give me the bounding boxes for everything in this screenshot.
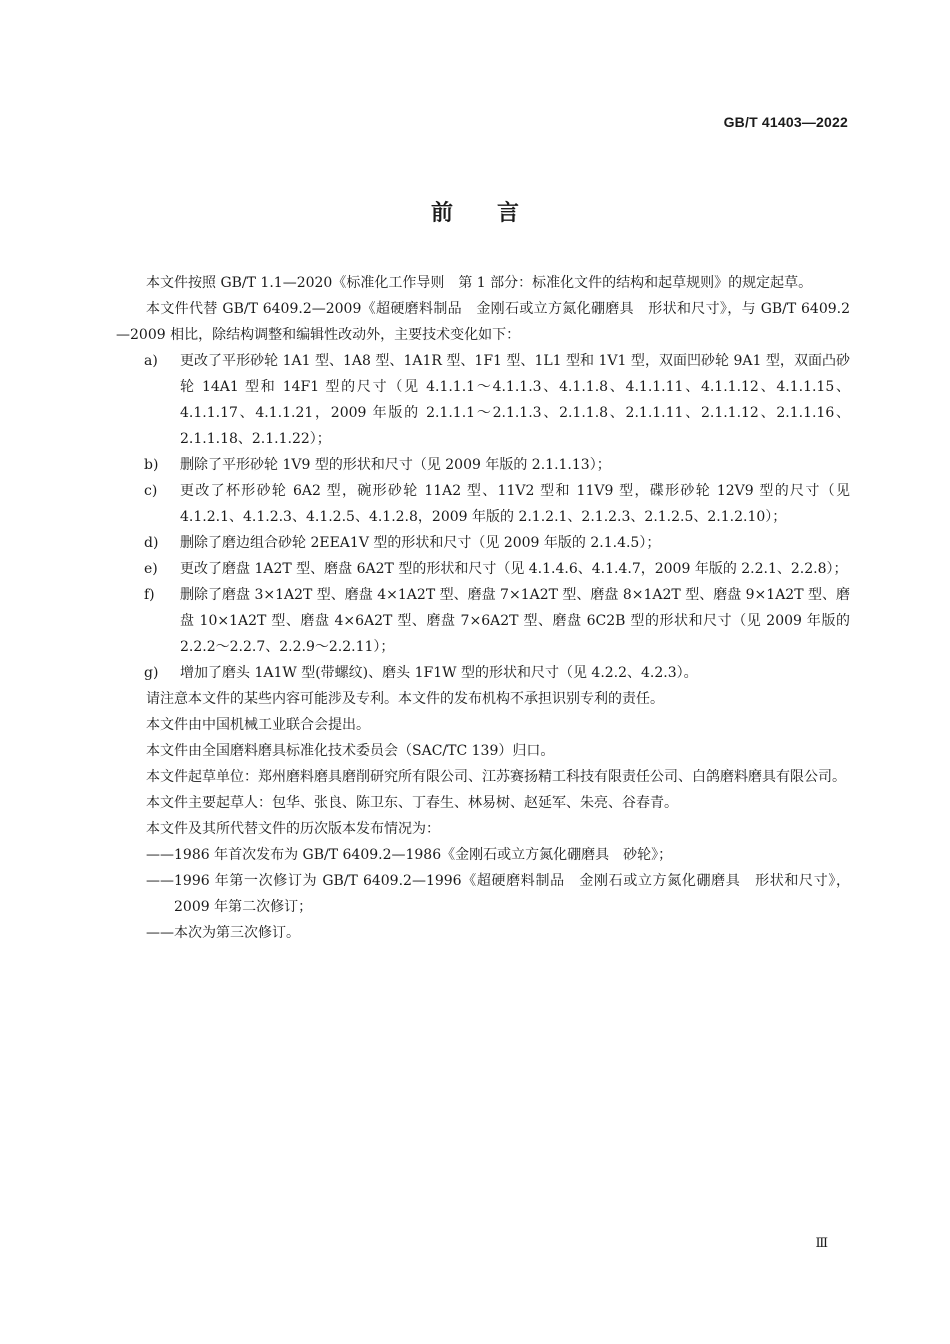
list-marker: g) [144,665,159,681]
list-item [144,348,850,452]
list-item-text: 更改了平形砂轮 1A1 型、1A8 型、1A1R 型、1F1 型、1L1 型和 1V1 型，双面凹砂轮 9A1 型，双面凸砂轮 14A1 型和 14F1 型的尺寸（见 4.1.1.1～4.1.1.3、4.1.1.8、4.1.1.11、4.1.1.12、4.1.1.15、4.1.1.17、4.1.1.21，2009 年版的 2.1.1.1～2.1.1.3、2.1.1.8、2.1.1.11、2.1.1.12、2.1.1.16、2.1.1.18、2.1.1.22）； [180,353,850,447]
history-item: ——1996 年第一次修订为 GB/T 6409.2—1996《超硬磨料制品 金刚石或立方氮化硼磨具 形状和尺寸》，2009 年第二次修订； [146,873,850,915]
list-marker: e) [144,561,158,577]
paragraph-patent-notice: 请注意本文件的某些内容可能涉及专利。本文件的发布机构不承担识别专利的责任。 [146,691,664,707]
paragraph-history-intro: 本文件及其所代替文件的历次版本发布情况为： [146,821,440,837]
list-item [144,452,850,478]
list-item-text: 删除了平形砂轮 1V9 型的形状和尺寸（见 2009 年版的 2.1.1.13）； [180,457,611,473]
paragraph-drafting-rule: 本文件按照 GB/T 1.1—2020《标准化工作导则 第 1 部分：标准化文件的结构和起草规则》的规定起草。 [146,275,813,291]
list-item [144,556,850,582]
history-item: ——1986 年首次发布为 GB/T 6409.2—1986《金刚石或立方氮化硼磨具 砂轮》； [146,847,673,863]
list-marker: d) [144,535,159,551]
list-item-text: 更改了磨盘 1A2T 型、磨盘 6A2T 型的形状和尺寸（见 4.1.4.6、4.1.4.7，2009 年版的 2.2.1、2.2.8）； [180,561,848,577]
paragraph-replacement: 本文件代替 GB/T 6409.2—2009《超硬磨料制品 金刚石或立方氮化硼磨具 形状和尺寸》，与 GB/T 6409.2—2009 相比，除结构调整和编辑性改动外，主要技术变化如下： [116,301,850,343]
paragraph-drafters: 本文件主要起草人：包华、张良、陈卫东、丁春生、林易树、赵延军、朱亮、谷春青。 [146,795,678,811]
list-item-text: 删除了磨盘 3×1A2T 型、磨盘 4×1A2T 型、磨盘 7×1A2T 型、磨盘 8×1A2T 型、磨盘 9×1A2T 型、磨盘 10×1A2T 型、磨盘 4×6A2T 型、磨盘 7×6A2T 型、磨盘 6C2B 型的形状和尺寸（见 2009 年版的 2.2.2～2.2.7、2.2.9～2.2.11）； [180,587,851,655]
paragraph-proposer: 本文件由中国机械工业联合会提出。 [146,717,370,733]
list-marker: b) [144,457,159,473]
page-title: 前言 [430,200,563,226]
list-item-text: 更改了杯形砂轮 6A2 型，碗形砂轮 11A2 型、11V2 型和 11V9 型，碟形砂轮 12V9 型的尺寸（见 4.1.2.1、4.1.2.3、4.1.2.5、4.1.2.8，2009 年版的 2.1.2.1、2.1.2.3、2.1.2.5、2.1.2.10）； [180,483,850,525]
foreword-body [116,270,850,946]
list-marker: f) [144,587,155,603]
paragraph-committee: 本文件由全国磨料磨具标准化技术委员会（SAC/TC 139）归口。 [146,743,555,759]
list-item-text: 增加了磨头 1A1W 型(带螺纹)、磨头 1F1W 型的形状和尺寸（见 4.2.2、4.2.3）。 [180,665,698,681]
list-marker: c) [144,483,158,499]
list-item [144,582,850,660]
list-item [144,530,850,556]
standard-number: GB/T 41403—2022 [723,114,848,130]
list-item [144,660,850,686]
list-item [144,478,850,530]
history-item: ——本次为第三次修订。 [146,925,300,941]
list-marker: a) [144,353,158,369]
page-number: Ⅲ [815,1236,828,1251]
list-item-text: 删除了磨边组合砂轮 2EEA1V 型的形状和尺寸（见 2009 年版的 2.1.4.5）； [180,535,661,551]
paragraph-drafting-units: 本文件起草单位：郑州磨料磨具磨削研究所有限公司、江苏赛扬精工科技有限责任公司、白鸽磨料磨具有限公司。 [146,769,846,785]
